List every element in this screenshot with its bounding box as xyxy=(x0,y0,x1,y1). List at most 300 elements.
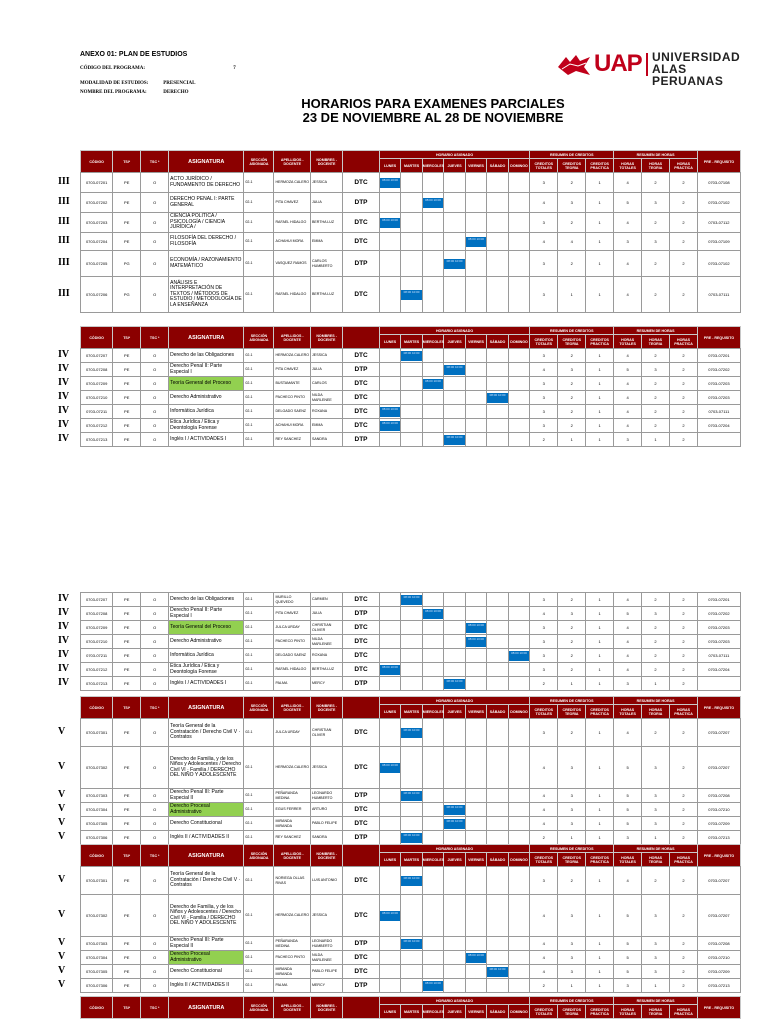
credits-theory: 2 xyxy=(558,349,586,363)
course-modality: DTC xyxy=(343,951,380,965)
header-asignatura: ASIGNATURA xyxy=(169,697,244,719)
header-credit-1: CREDITOS TEORIA xyxy=(558,853,586,867)
course-modality: DTC xyxy=(343,593,380,607)
credits-total: 3 xyxy=(530,391,558,405)
table-row xyxy=(81,649,741,663)
credits-practice: 1 xyxy=(586,677,614,691)
hours-practice: 2 xyxy=(669,621,697,635)
teacher-lastname: VASQUEZ RAMOS xyxy=(274,251,311,277)
hours-total: 4 xyxy=(614,377,642,391)
course-code: 0703-07302 xyxy=(81,895,113,937)
course-tsc: O xyxy=(141,213,169,233)
credits-total: 4 xyxy=(530,363,558,377)
empty-slot xyxy=(508,193,530,213)
empty-slot xyxy=(379,789,401,803)
empty-slot xyxy=(487,895,509,937)
prerequisite: 0703-07207 xyxy=(697,895,740,937)
cycle-label: V xyxy=(58,803,66,814)
exam-slot xyxy=(379,895,401,937)
course-tsi: PE xyxy=(113,377,141,391)
empty-slot xyxy=(465,349,487,363)
header-day-0: LUNES xyxy=(379,853,401,867)
cycle-label: V xyxy=(58,951,66,962)
cycle-label: IV xyxy=(58,677,70,688)
teacher-lastname: ACHAHUI MORA xyxy=(274,233,311,251)
empty-slot xyxy=(422,433,444,447)
credits-practice: 1 xyxy=(586,965,614,979)
exam-time: 08:00 10:00 xyxy=(466,237,487,247)
teacher-lastname: HERMOZA CALERO xyxy=(274,895,311,937)
credits-practice: 1 xyxy=(586,419,614,433)
hours-practice: 2 xyxy=(669,895,697,937)
empty-slot xyxy=(487,607,509,621)
empty-slot xyxy=(465,391,487,405)
course-subject: Inglés II / ACTIVIDADES II xyxy=(169,979,244,993)
empty-slot xyxy=(379,193,401,213)
hours-practice: 2 xyxy=(669,719,697,747)
credits-practice: 1 xyxy=(586,867,614,895)
teacher-lastname: EGUS FERRER xyxy=(274,803,311,817)
empty-slot xyxy=(379,233,401,251)
course-code: 0703-07305 xyxy=(81,965,113,979)
teacher-lastname: PITA CHAVEZ xyxy=(274,193,311,213)
credits-practice: 1 xyxy=(586,817,614,831)
exam-time: 08:00 10:00 xyxy=(466,637,487,647)
header-day-4: VIERNES xyxy=(465,335,487,349)
header-hours-1: HORAS TEORIA xyxy=(642,1005,670,1019)
exam-time: 08:00 10:00 xyxy=(380,218,401,228)
page-subtitle: 23 DE NOVIEMBRE AL 28 DE NOVIEMBRE xyxy=(302,110,564,125)
course-subject: CIENCIA POLÍTICA / PSICOLOGÍA / CIENCIA JURÍDICA / xyxy=(169,213,244,233)
hours-practice: 2 xyxy=(669,433,697,447)
exam-slot xyxy=(422,607,444,621)
course-code: 0703-07304 xyxy=(81,951,113,965)
exam-time: 08:00 10:00 xyxy=(466,623,487,633)
hours-total: 3 xyxy=(614,831,642,845)
table-row xyxy=(81,719,741,747)
header-tsc: TSC * xyxy=(141,845,169,867)
empty-slot xyxy=(487,419,509,433)
empty-slot xyxy=(379,719,401,747)
hours-theory: 3 xyxy=(642,193,670,213)
course-tsc: O xyxy=(141,677,169,691)
course-tsc: O xyxy=(141,867,169,895)
empty-slot xyxy=(508,213,530,233)
cycle-label: IV xyxy=(58,607,70,618)
header-day-1: MARTES xyxy=(401,853,423,867)
exam-slot xyxy=(401,349,423,363)
credits-total: 3 xyxy=(530,719,558,747)
cycle-label: IV xyxy=(58,419,70,430)
course-tsi: PE xyxy=(113,433,141,447)
empty-slot xyxy=(401,391,423,405)
header-horario: HORARIO ASIGNADO xyxy=(379,697,530,705)
logo-acronym: UAP xyxy=(594,50,642,77)
header-day-6: DOMINGO xyxy=(508,335,530,349)
hours-practice: 2 xyxy=(669,937,697,951)
table-row xyxy=(81,951,741,965)
empty-slot xyxy=(401,663,423,677)
course-code: 0703-07203 xyxy=(81,213,113,233)
course-subject: Derecho Penal III: Parte Especial II xyxy=(169,937,244,951)
course-tsc: O xyxy=(141,649,169,663)
course-code: 0703-07301 xyxy=(81,719,113,747)
header-codigo: CÓDIGO xyxy=(81,151,113,173)
hours-total: 4 xyxy=(614,621,642,635)
program-name-value: DERECHO xyxy=(163,90,189,95)
exam-time: 08:00 10:00 xyxy=(423,198,444,208)
teacher-firstname: PABLO FELIPE xyxy=(311,817,343,831)
course-tsi: PE xyxy=(113,213,141,233)
empty-slot xyxy=(379,593,401,607)
course-section: 02-1 xyxy=(244,621,274,635)
course-tsc: O xyxy=(141,173,169,193)
empty-slot xyxy=(401,635,423,649)
program-code-value: 7 xyxy=(233,66,236,71)
empty-slot xyxy=(422,789,444,803)
table-header xyxy=(80,844,741,867)
course-code: 0703-07213 xyxy=(81,433,113,447)
empty-slot xyxy=(487,621,509,635)
course-code: 0703-07212 xyxy=(81,663,113,677)
empty-slot xyxy=(379,937,401,951)
course-tsc: O xyxy=(141,747,169,789)
empty-slot xyxy=(465,363,487,377)
credits-total: 4 xyxy=(530,937,558,951)
course-subject: Teoría General de la Contratación / Derecho Civil V · Contratos xyxy=(169,867,244,895)
exam-time: 08:00 10:00 xyxy=(444,365,465,375)
credits-theory: 3 xyxy=(558,607,586,621)
teacher-firstname: NILDA MARLENEE xyxy=(311,635,343,649)
hours-total: 5 xyxy=(614,965,642,979)
course-section: 02-1 xyxy=(244,789,274,803)
teacher-lastname: RAFAEL HIDALGO xyxy=(274,213,311,233)
course-modality: DTP xyxy=(343,193,380,213)
teacher-firstname: NILDA MARLENEE xyxy=(311,391,343,405)
empty-slot xyxy=(379,635,401,649)
course-subject: Ética Jurídica / Ética y Deontología Forense xyxy=(169,419,244,433)
empty-slot xyxy=(508,979,530,993)
teacher-lastname: PALMA xyxy=(274,677,311,691)
empty-slot xyxy=(379,965,401,979)
program-code-row xyxy=(80,66,236,71)
empty-slot xyxy=(508,803,530,817)
hours-total: 4 xyxy=(614,173,642,193)
exam-slot xyxy=(465,635,487,649)
credits-practice: 1 xyxy=(586,433,614,447)
hours-total: 5 xyxy=(614,803,642,817)
hours-practice: 2 xyxy=(669,635,697,649)
course-code: 0703-07209 xyxy=(81,377,113,391)
header-horario: HORARIO ASIGNADO xyxy=(379,845,530,853)
credits-total: 3 xyxy=(530,419,558,433)
prerequisite: 0703-07208 xyxy=(697,789,740,803)
course-modality: DTC xyxy=(343,277,380,313)
exam-slot xyxy=(401,593,423,607)
empty-slot xyxy=(487,789,509,803)
exam-time: 08:00 10:00 xyxy=(401,833,422,843)
credits-theory: 2 xyxy=(558,593,586,607)
course-subject: Derecho Penal III: Parte Especial II xyxy=(169,789,244,803)
empty-slot xyxy=(444,649,466,663)
table-row xyxy=(81,213,741,233)
header-hours-0: HORAS TOTALES xyxy=(614,705,642,719)
hours-practice: 2 xyxy=(669,789,697,803)
course-section: 02-1 xyxy=(244,607,274,621)
empty-slot xyxy=(508,635,530,649)
prerequisite: 0703-07207 xyxy=(697,867,740,895)
credits-total: 4 xyxy=(530,965,558,979)
course-modality: DTP xyxy=(343,979,380,993)
teacher-firstname: MERCY xyxy=(311,677,343,691)
hours-total: 4 xyxy=(614,649,642,663)
course-section: 02-1 xyxy=(244,251,274,277)
cycle-label: III xyxy=(58,176,70,187)
header-day-3: JUEVES xyxy=(444,705,466,719)
empty-slot xyxy=(379,363,401,377)
credits-practice: 1 xyxy=(586,663,614,677)
course-modality: DTC xyxy=(343,719,380,747)
credits-total: 4 xyxy=(530,951,558,965)
hours-theory: 2 xyxy=(642,663,670,677)
empty-slot xyxy=(465,377,487,391)
empty-slot xyxy=(508,391,530,405)
cycle-label: V xyxy=(58,726,66,737)
credits-total: 3 xyxy=(530,405,558,419)
header-day-0: LUNES xyxy=(379,159,401,173)
table-row xyxy=(81,433,741,447)
hours-theory: 1 xyxy=(642,831,670,845)
header-horario: HORARIO ASIGNADO xyxy=(379,151,530,159)
empty-slot xyxy=(465,419,487,433)
teacher-firstname: BERTHA LUZ xyxy=(311,213,343,233)
course-tsi: PE xyxy=(113,979,141,993)
condor-logo-icon xyxy=(556,53,592,77)
course-tsi: PE xyxy=(113,349,141,363)
empty-slot xyxy=(422,277,444,313)
credits-practice: 1 xyxy=(586,979,614,993)
credits-total: 3 xyxy=(530,663,558,677)
prerequisite xyxy=(697,433,740,447)
course-subject: Ética Jurídica / Ética y Deontología Forense xyxy=(169,663,244,677)
header-tsi: TSI* xyxy=(113,845,141,867)
credits-total: 3 xyxy=(530,377,558,391)
course-subject: Derecho de Familia, y de los Niños y Adolescentes / Derecho Civil VI · Familia / DERECHO DEL NIÑO Y ADOLESCENTE xyxy=(169,895,244,937)
hours-practice: 2 xyxy=(669,867,697,895)
header-apellidos: APELLIDOS - DOCENTE xyxy=(274,697,311,719)
header-horas: RESUMEN DE HORAS xyxy=(614,151,698,159)
prerequisite: 0703-07209 xyxy=(697,965,740,979)
course-tsc: O xyxy=(141,789,169,803)
credits-total: 2 xyxy=(530,433,558,447)
teacher-lastname: DELGADO SAENZ xyxy=(274,649,311,663)
teacher-firstname: BERTHA LUZ xyxy=(311,663,343,677)
exam-slot xyxy=(379,419,401,433)
credits-theory: 2 xyxy=(558,377,586,391)
empty-slot xyxy=(508,433,530,447)
empty-slot xyxy=(422,621,444,635)
header-modalidad xyxy=(343,997,380,1019)
course-tsi: PE xyxy=(113,719,141,747)
course-subject: ANÁLISIS E INTERPRETACIÓN DE TEXTOS / MÉTODOS DE ESTUDIO / METODOLOGÍA DE LA ENSEÑANZA xyxy=(169,277,244,313)
course-tsi: PE xyxy=(113,789,141,803)
credits-practice: 1 xyxy=(586,193,614,213)
empty-slot xyxy=(379,817,401,831)
teacher-firstname: ROXANA xyxy=(311,405,343,419)
hours-total: 4 xyxy=(614,419,642,433)
table-row xyxy=(81,193,741,213)
exam-time: 08:00 10:00 xyxy=(444,679,465,689)
empty-slot xyxy=(422,663,444,677)
empty-slot xyxy=(422,817,444,831)
header-credit-1: CREDITOS TEORIA xyxy=(558,1005,586,1019)
header-day-2: MIERCOLES xyxy=(422,1005,444,1019)
header-seccion: SECCIÓN ASIGNADA xyxy=(244,845,274,867)
course-tsc: O xyxy=(141,349,169,363)
course-code: 0703-07305 xyxy=(81,817,113,831)
empty-slot xyxy=(401,965,423,979)
empty-slot xyxy=(401,433,423,447)
course-section: 02-1 xyxy=(244,747,274,789)
header-credit-1: CREDITOS TEORIA xyxy=(558,335,586,349)
empty-slot xyxy=(487,251,509,277)
header-horas: RESUMEN DE HORAS xyxy=(614,697,698,705)
empty-slot xyxy=(487,433,509,447)
empty-slot xyxy=(487,719,509,747)
exam-slot xyxy=(422,979,444,993)
course-tsi: PE xyxy=(113,649,141,663)
empty-slot xyxy=(444,173,466,193)
hours-theory: 3 xyxy=(642,747,670,789)
course-section: 02-1 xyxy=(244,405,274,419)
credits-practice: 1 xyxy=(586,803,614,817)
exam-slot xyxy=(401,937,423,951)
empty-slot xyxy=(422,951,444,965)
hours-practice: 2 xyxy=(669,663,697,677)
empty-slot xyxy=(379,391,401,405)
teacher-firstname: JULIA xyxy=(311,363,343,377)
header-day-3: JUEVES xyxy=(444,1005,466,1019)
empty-slot xyxy=(508,789,530,803)
hours-total: 5 xyxy=(614,817,642,831)
credits-theory: 3 xyxy=(558,363,586,377)
course-tsi: PE xyxy=(113,867,141,895)
course-modality: DTC xyxy=(343,895,380,937)
course-modality: DTC xyxy=(343,621,380,635)
course-code: 0703-07302 xyxy=(81,747,113,789)
empty-slot xyxy=(465,607,487,621)
credits-theory: 3 xyxy=(558,951,586,965)
hours-practice: 2 xyxy=(669,277,697,313)
teacher-lastname: NORIEGA OLLAS RIVAS xyxy=(274,867,311,895)
header-day-5: SÁBADO xyxy=(487,853,509,867)
header-day-3: JUEVES xyxy=(444,335,466,349)
header-day-0: LUNES xyxy=(379,1005,401,1019)
hours-theory: 2 xyxy=(642,377,670,391)
table-row xyxy=(81,979,741,993)
header-credit-0: CREDITOS TOTALES xyxy=(530,159,558,173)
table-row xyxy=(81,377,741,391)
course-section: 02-1 xyxy=(244,677,274,691)
header-day-2: MIERCOLES xyxy=(422,335,444,349)
empty-slot xyxy=(508,867,530,895)
empty-slot xyxy=(401,251,423,277)
credits-theory: 2 xyxy=(558,173,586,193)
exam-time: 08:00 10:00 xyxy=(380,763,401,773)
course-section: 02-1 xyxy=(244,979,274,993)
exam-time: 08:00 10:00 xyxy=(380,421,401,431)
header-hours-1: HORAS TEORIA xyxy=(642,335,670,349)
exam-time: 08:00 10:00 xyxy=(444,435,465,445)
course-modality: DTC xyxy=(343,747,380,789)
header-day-6: DOMINGO xyxy=(508,1005,530,1019)
table-row xyxy=(81,635,741,649)
course-subject: Derecho Administrativo xyxy=(169,391,244,405)
table-row xyxy=(81,607,741,621)
hours-total: 4 xyxy=(614,213,642,233)
exam-slot xyxy=(422,193,444,213)
prerequisite: 0703-07111 xyxy=(697,649,740,663)
empty-slot xyxy=(422,937,444,951)
hours-practice: 2 xyxy=(669,349,697,363)
course-section: 02-1 xyxy=(244,419,274,433)
header-credit-2: CREDITOS PRACTICA xyxy=(586,335,614,349)
hours-total: 4 xyxy=(614,405,642,419)
teacher-firstname: NILDA MARLENEE xyxy=(311,951,343,965)
course-modality: DTC xyxy=(343,349,380,363)
course-code: 0703-07211 xyxy=(81,649,113,663)
empty-slot xyxy=(508,607,530,621)
uap-logo xyxy=(556,50,746,88)
credits-total: 3 xyxy=(530,277,558,313)
credits-theory: 1 xyxy=(558,979,586,993)
prerequisite: 0703-07109 xyxy=(697,233,740,251)
exam-slot xyxy=(444,677,466,691)
prerequisite: 0703-07202 xyxy=(697,607,740,621)
exam-slot xyxy=(465,233,487,251)
prerequisite: 0703-07204 xyxy=(697,419,740,433)
empty-slot xyxy=(401,677,423,691)
course-tsc: O xyxy=(141,391,169,405)
empty-slot xyxy=(379,649,401,663)
prerequisite: 0703-07201 xyxy=(697,593,740,607)
empty-slot xyxy=(508,817,530,831)
teacher-firstname: LEONARDO HUMBERTO xyxy=(311,789,343,803)
empty-slot xyxy=(444,277,466,313)
credits-theory: 3 xyxy=(558,803,586,817)
program-name-label: NOMBRE DEL PROGRAMA: xyxy=(80,90,147,95)
prerequisite: 0703-07213 xyxy=(697,979,740,993)
table-row xyxy=(81,363,741,377)
empty-slot xyxy=(465,677,487,691)
exam-slot xyxy=(379,173,401,193)
credits-practice: 1 xyxy=(586,277,614,313)
empty-slot xyxy=(444,831,466,845)
header-hours-1: HORAS TEORIA xyxy=(642,705,670,719)
course-subject: Informática Jurídica xyxy=(169,649,244,663)
empty-slot xyxy=(401,419,423,433)
teacher-firstname: ARTURO xyxy=(311,803,343,817)
course-tsc: O xyxy=(141,663,169,677)
exam-time: 08:00 10:00 xyxy=(380,407,401,417)
header-hours-2: HORAS PRACTICA xyxy=(670,1005,698,1019)
teacher-firstname: EMMA xyxy=(311,233,343,251)
empty-slot xyxy=(444,895,466,937)
cycle-label: V xyxy=(58,817,66,828)
cycle-label: IV xyxy=(58,349,70,360)
cycle-label: IV xyxy=(58,621,70,632)
exam-slot xyxy=(444,433,466,447)
